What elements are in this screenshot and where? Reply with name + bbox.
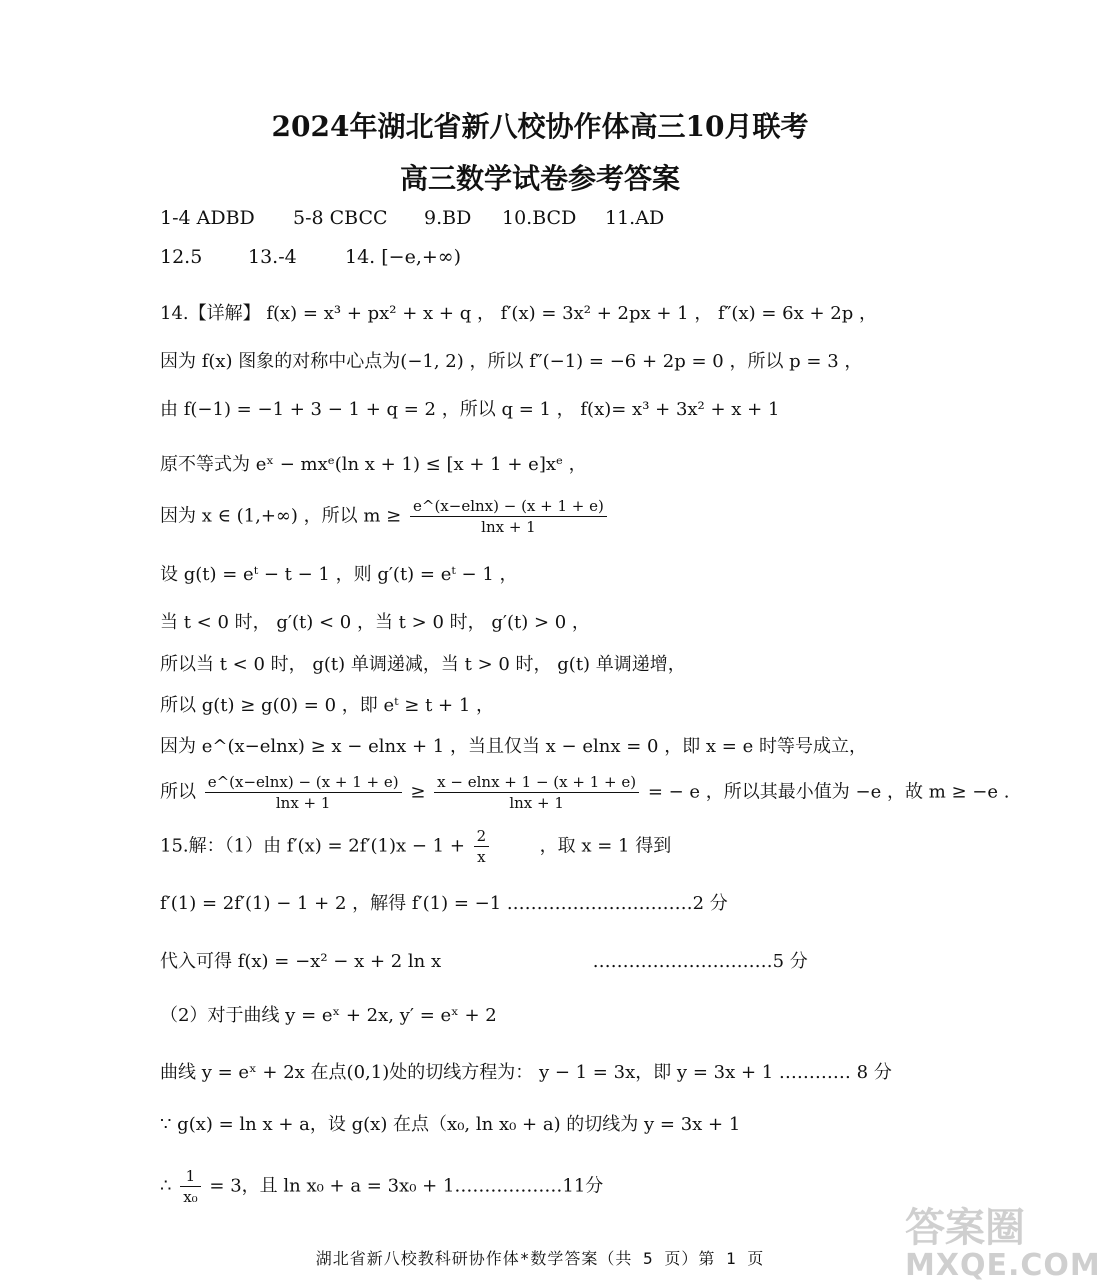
line-text: ，取 x = 1 得到 (539, 835, 672, 857)
fraction (180, 1166, 200, 1207)
fraction-denominator: x (477, 848, 486, 866)
answer-key-item: 9.BD (424, 207, 472, 229)
solution-line: 设 g(t) = eᵗ − t − 1 ，则 g′(t) = eᵗ − 1 ， (160, 564, 518, 585)
solution-line: 因为 e^(x−elnx) ≥ x − elnx + 1 ，当且仅当 x − elnx = 0 ，即 x = e 时等号成立， (160, 736, 867, 757)
solution-line-fraction (160, 772, 1009, 813)
solution-line: 因为 f(x) 图象的对称中心点为(−1, 2) ，所以 f″(−1) = −6 + 2p = 0 ，所以 p = 3 ， (160, 351, 863, 372)
line-text: ∴ (160, 1175, 172, 1197)
watermark-text: 答案圈 (905, 1205, 1025, 1251)
fraction-numerator: e^(x−elnx) − (x + 1 + e) (410, 496, 607, 517)
fraction-denominator: x₀ (183, 1188, 198, 1206)
solution-line: （2）对于曲线 y = eˣ + 2x, y′ = eˣ + 2 (160, 1005, 497, 1026)
watermark-logo (905, 1196, 1101, 1284)
document-subtitle: 高三数学试卷参考答案 (399, 162, 680, 195)
solution-line (160, 951, 808, 973)
line-text: 代入可得 f(x) = −x² − x + 2 ln x (160, 951, 442, 972)
solution-line: 所以当 t < 0 时， g(t) 单调递减，当 t > 0 时， g(t) 单调递增， (160, 654, 686, 675)
line-text: = 3，且 ln x₀ + a = 3x₀ + 1………………11分 (209, 1175, 604, 1197)
solution-line: 由 f(−1) = −1 + 3 − 1 + q = 2 ，所以 q = 1 ， f(x)= x³ + 3x² + x + 1 (160, 399, 780, 420)
solution-line: 14.【详解】 f(x) = x³ + px² + x + q ， f′(x) = 3x² + 2px + 1 ， f″(x) = 6x + 2p ， (160, 303, 877, 324)
watermark-url: MXQE.COM (905, 1248, 1101, 1283)
solution-line: 曲线 y = eˣ + 2x 在点(0,1)处的切线方程为： y − 1 = 3x，即 y = 3x + 1 ………… 8 分 (160, 1062, 892, 1083)
solution-line-fraction (160, 826, 671, 867)
fraction (205, 772, 402, 813)
solution-line-fraction (160, 1166, 603, 1207)
solution-line: 原不等式为 eˣ − mxᵉ(ln x + 1) ≤ [x + 1 + e]xᵉ ， (160, 454, 587, 475)
answer-key-item: 5-8 CBCC (293, 207, 388, 229)
fraction-denominator: lnx + 1 (509, 794, 564, 812)
solution-line-fraction (160, 496, 610, 537)
fraction-numerator: e^(x−elnx) − (x + 1 + e) (205, 772, 402, 793)
document-title: 2024年湖北省新八校协作体高三10月联考 (271, 110, 809, 143)
fraction-numerator: 2 (474, 826, 490, 847)
answer-key-item: 11.AD (605, 207, 665, 229)
line-text: 所以 (160, 781, 196, 803)
solution-line: ∵ g(x) = ln x + a，设 g(x) 在点（x₀, ln x₀ + a) 的切线为 y = 3x + 1 (160, 1114, 741, 1135)
line-text: …………………………5 分 (592, 951, 808, 972)
fraction-numerator: 1 (180, 1166, 200, 1187)
answer-key-item: 1-4 ADBD (160, 207, 255, 229)
fraction-numerator: x − elnx + 1 − (x + 1 + e) (434, 772, 639, 793)
answer-key-item: 10.BCD (502, 207, 577, 229)
solution-line: 当 t < 0 时， g′(t) < 0 ，当 t > 0 时， g′(t) > 0 ， (160, 612, 590, 633)
answer-key-item: 13.-4 (248, 246, 297, 268)
answer-key-item: 12.5 (160, 246, 203, 268)
answer-key-item: 14. [−e,+∞) (345, 246, 462, 268)
line-text: = − e ，所以其最小值为 −e ，故 m ≥ −e . (647, 781, 1010, 803)
fraction-denominator: lnx + 1 (481, 518, 536, 536)
line-text: 因为 x ∈ (1,+∞) ，所以 m ≥ (160, 505, 402, 527)
solution-line: f′(1) = 2f′(1) − 1 + 2 ，解得 f′(1) = −1 .…………………………2 分 (160, 893, 728, 914)
answer-key-row-1 (160, 207, 664, 229)
fraction (410, 496, 607, 537)
line-text: 15.解：（1）由 f′(x) = 2f′(1)x − 1 + (160, 835, 465, 857)
fraction (434, 772, 639, 813)
answer-key-row-2 (160, 246, 461, 268)
line-text: ≥ (410, 781, 426, 803)
solution-line: 所以 g(t) ≥ g(0) = 0 ，即 eᵗ ≥ t + 1 ， (160, 695, 495, 716)
fraction-denominator: lnx + 1 (275, 794, 331, 812)
fraction (474, 826, 490, 867)
page-footer: 湖北省新八校教科研协作体*数学答案（共 5 页）第 1 页 (315, 1249, 765, 1268)
